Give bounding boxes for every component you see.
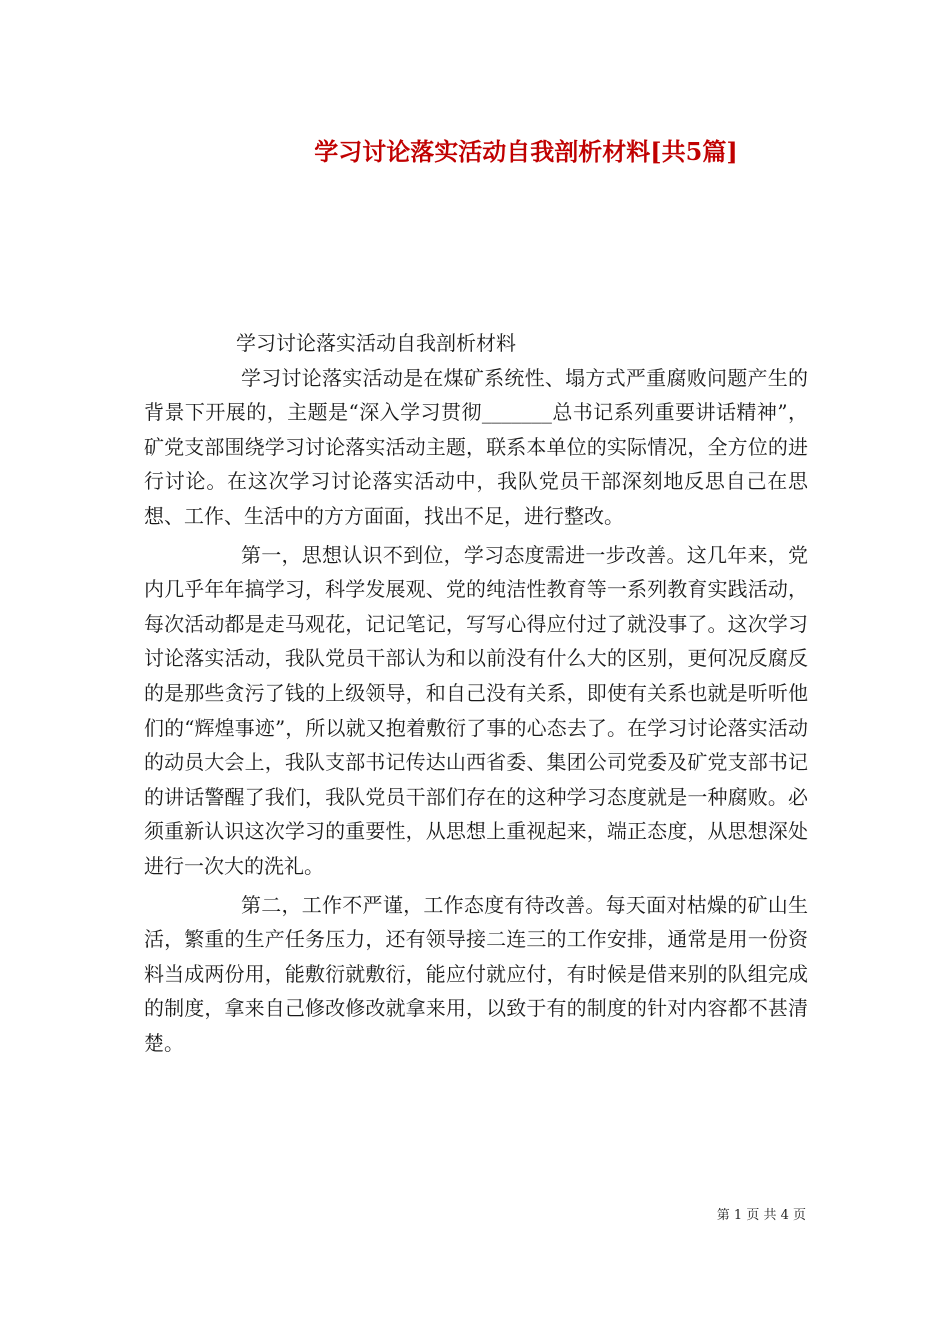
page-number: 第 1 页 共 4 页 xyxy=(716,1208,806,1223)
paragraph-intro: 学习讨论落实活动是在煤矿系统性、塌方式严重腐败问题产生的背景下开展的，主题是“深入学习贯彻_______总书记系列重要讲话精神”，矿党支部围绕学习讨论落实活动主题，联系本单位的实际情况，全方位的进行讨论。在这次学习讨论落实活动中，我队党员干部深刻地反思自己在思想、工作、生活中的方方面面，找出不足，进行整改。 xyxy=(144,365,808,528)
article-subtitle: 学习讨论落实活动自我剖析材料 xyxy=(236,331,516,355)
article-body xyxy=(144,326,808,1060)
paragraph-first-point: 第一，思想认识不到位，学习态度需进一步改善。这几年来，党内几乎年年搞学习，科学发展观、党的纯洁性教育等一系列教育实践活动，每次活动都是走马观花，记记笔记，写写心得应付过了就没事了。这次学习讨论落实活动，我队党员干部认为和以前没有什么大的区别，更何况反腐反的是那些贪污了钱的上级领导，和自己没有关系，即使有关系也就是听听他们的“辉煌事迹”，所以就又抱着敷衍了事的心态去了。在学习讨论落实活动的动员大会上，我队支部书记传达山西省委、集团公司党委及矿党支部书记的讲话警醒了我们，我队党员干部们存在的这种学习态度就是一种腐败。必须重新认识这次学习的重要性，从思想上重视起来，端正态度，从思想深处进行一次大的洗礼。 xyxy=(144,542,808,878)
paragraph-second-point: 第二，工作不严谨，工作态度有待改善。每天面对枯燥的矿山生活，繁重的生产任务压力，还有领导接二连三的工作安排，通常是用一份资料当成两份用，能敷衍就敷衍，能应付就应付，有时候是借来别的队组完成的制度，拿来自己修改修改就拿来用，以致于有的制度的针对内容都不甚清楚。 xyxy=(144,892,808,1055)
document-title: 学习讨论落实活动自我剖析材料[共5篇] xyxy=(314,137,738,166)
